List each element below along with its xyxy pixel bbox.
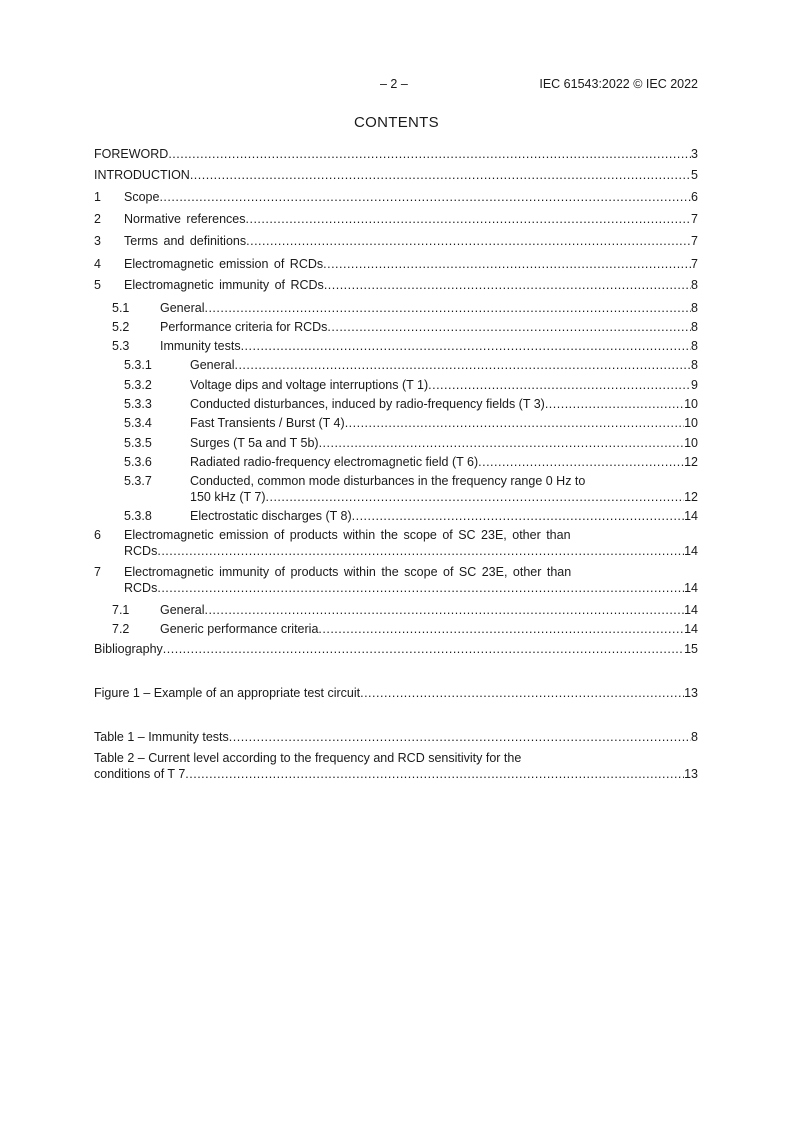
toc-entry-section-5[interactable] xyxy=(94,277,698,293)
toc-entry-section-5-3-1[interactable] xyxy=(94,357,698,373)
toc-page-number: 8 xyxy=(691,278,698,292)
toc-page-number: 7 xyxy=(691,234,698,248)
dot-leader xyxy=(204,602,684,618)
toc-entry-title: Conducted disturbances, induced by radio-frequency fields (T 3) xyxy=(190,397,545,411)
toc-entry-title: Electromagnetic emission of RCDs xyxy=(124,257,324,271)
toc-entry-title: 150 kHz (T 7) xyxy=(190,490,266,504)
toc-entry-title: Electromagnetic immunity of RCDs xyxy=(124,278,324,292)
toc-entry-section-5-1[interactable] xyxy=(94,300,698,316)
toc-page-number: 13 xyxy=(684,686,698,700)
toc-section-number: 5.3.7 xyxy=(124,474,152,488)
toc-section-number: 5.3.2 xyxy=(124,378,152,392)
toc-page-number: 14 xyxy=(684,544,698,558)
toc-entry-section-1[interactable] xyxy=(94,189,698,205)
toc-section-number: 5.3 xyxy=(112,339,130,353)
toc-page-number: 5 xyxy=(691,168,698,182)
toc-page-number: 14 xyxy=(684,509,698,523)
toc-entry-section-5-3-3[interactable] xyxy=(94,396,698,412)
toc-entry-title: Performance criteria for RCDs xyxy=(160,320,328,334)
toc-section-number: 5.3.3 xyxy=(124,397,152,411)
toc-entry-section-7-1[interactable] xyxy=(94,602,698,618)
toc-page-number: 8 xyxy=(691,339,698,353)
toc-page-number: 8 xyxy=(691,730,698,744)
toc-page-number: 12 xyxy=(684,455,698,469)
dot-leader xyxy=(324,277,691,293)
toc-entry-section-5-3-2[interactable] xyxy=(94,377,698,393)
dot-leader xyxy=(157,543,684,559)
toc-entry-title: conditions of T 7 xyxy=(94,767,186,781)
dot-leader xyxy=(163,641,684,657)
dot-leader xyxy=(327,319,691,335)
toc-section-number: 5.2 xyxy=(112,320,130,334)
toc-section-number: 5.1 xyxy=(112,301,130,315)
dot-leader xyxy=(185,766,684,782)
toc-page-number: 14 xyxy=(684,603,698,617)
toc-page-number: 8 xyxy=(691,358,698,372)
toc-page-number: 15 xyxy=(684,642,698,656)
toc-section-number: 5.3.6 xyxy=(124,455,152,469)
toc-section-number: 3 xyxy=(94,234,101,248)
dot-leader xyxy=(157,580,684,596)
dot-leader xyxy=(323,256,691,272)
dot-leader xyxy=(246,233,691,249)
toc-entry-section-3[interactable] xyxy=(94,233,698,249)
toc-entry-title: Electrostatic discharges (T 8) xyxy=(190,509,352,523)
dot-leader xyxy=(360,685,684,701)
page-number: – 2 – xyxy=(380,77,408,91)
toc-section-number: 5.3.5 xyxy=(124,436,152,450)
toc-entry-section-6[interactable] xyxy=(94,527,698,559)
toc-page-number: 13 xyxy=(684,767,698,781)
dot-leader xyxy=(234,357,691,373)
toc-entry-title-line1: Electromagnetic immunity of products within the scope of SC 23E, other than xyxy=(124,565,572,579)
toc-entry-section-5-3-6[interactable] xyxy=(94,454,698,470)
dot-leader xyxy=(319,435,685,451)
toc-section-number: 7.2 xyxy=(112,622,130,636)
dot-leader xyxy=(545,396,684,412)
toc-section-number: 7 xyxy=(94,565,101,579)
toc-page-number: 9 xyxy=(691,378,698,392)
toc-entry-title: Bibliography xyxy=(94,642,163,656)
toc-page-number: 7 xyxy=(691,212,698,226)
toc-entry-title: Table 1 – Immunity tests xyxy=(94,730,229,744)
toc-entry-section-4[interactable] xyxy=(94,256,698,272)
toc-entry-title: Scope xyxy=(124,190,160,204)
toc-section-number: 2 xyxy=(94,212,101,226)
toc-entry-title: Radiated radio-frequency electromagnetic field (T 6) xyxy=(190,455,479,469)
dot-leader xyxy=(190,167,691,183)
toc-page-number: 14 xyxy=(684,622,698,636)
dot-leader xyxy=(159,189,691,205)
toc-entry-section-5-3-5[interactable] xyxy=(94,435,698,451)
toc-entry-title-line1: Electromagnetic emission of products within the scope of SC 23E, other than xyxy=(124,528,571,542)
dot-leader xyxy=(266,489,685,505)
toc-entry-title: General xyxy=(160,301,205,315)
toc-entry-figure-1[interactable] xyxy=(94,685,698,701)
toc-entry-title: Figure 1 – Example of an appropriate test circuit xyxy=(94,686,361,700)
toc-entry-section-5-3-7[interactable] xyxy=(94,473,698,505)
toc-entry-section-5-3[interactable] xyxy=(94,338,698,354)
toc-entry-bibliography[interactable] xyxy=(94,641,698,657)
toc-page-number: 12 xyxy=(684,490,698,504)
toc-entry-title-line1: Table 2 – Current level according to the frequency and RCD sensitivity for the xyxy=(94,751,522,765)
toc-entry-title: Generic performance criteria xyxy=(160,622,319,636)
toc-page-number: 14 xyxy=(684,581,698,595)
dot-leader xyxy=(428,377,691,393)
toc-section-number: 1 xyxy=(94,190,101,204)
dot-leader xyxy=(246,211,692,227)
dot-leader xyxy=(204,300,691,316)
toc-entry-title: FOREWORD xyxy=(94,147,169,161)
toc-section-number: 6 xyxy=(94,528,101,542)
toc-section-number: 7.1 xyxy=(112,603,130,617)
toc-section-number: 5 xyxy=(94,278,101,292)
toc-entry-foreword[interactable] xyxy=(94,146,698,162)
dot-leader xyxy=(352,508,684,524)
toc-entry-title: Terms and definitions xyxy=(124,234,247,248)
toc-page-number: 10 xyxy=(684,416,698,430)
document-id: IEC 61543:2022 © IEC 2022 xyxy=(539,77,698,91)
dot-leader xyxy=(478,454,684,470)
toc-page-number: 6 xyxy=(691,190,698,204)
dot-leader xyxy=(318,621,684,637)
toc-entry-title: General xyxy=(190,358,235,372)
toc-entry-title: RCDs xyxy=(124,544,158,558)
toc-section-number: 5.3.4 xyxy=(124,416,152,430)
toc-entry-title: Normative references xyxy=(124,212,246,226)
page-title: CONTENTS xyxy=(354,114,439,131)
toc-page-number: 7 xyxy=(691,257,698,271)
toc-section-number: 4 xyxy=(94,257,101,271)
toc-entry-table-2[interactable] xyxy=(94,750,698,782)
toc-entry-section-5-3-8[interactable] xyxy=(94,508,698,524)
toc-entry-title: Voltage dips and voltage interruptions (T 1) xyxy=(190,378,429,392)
toc-entry-table-1[interactable] xyxy=(94,729,698,745)
toc-page-number: 3 xyxy=(691,147,698,161)
toc-page-number: 10 xyxy=(684,397,698,411)
toc-section-number: 5.3.1 xyxy=(124,358,152,372)
toc-entry-title: Surges (T 5a and T 5b) xyxy=(190,436,319,450)
toc-entry-title: General xyxy=(160,603,205,617)
toc-entry-title: INTRODUCTION xyxy=(94,168,190,182)
dot-leader xyxy=(168,146,691,162)
toc-entry-section-2[interactable] xyxy=(94,211,698,227)
toc-entry-title: RCDs xyxy=(124,581,158,595)
toc-page-number: 10 xyxy=(684,436,698,450)
toc-page-number: 8 xyxy=(691,320,698,334)
toc-entry-title-line1: Conducted, common mode disturbances in the frequency range 0 Hz to xyxy=(190,474,586,488)
toc-entry-section-5-3-4[interactable] xyxy=(94,415,698,431)
toc-entry-section-7[interactable] xyxy=(94,564,698,596)
toc-entry-title: Immunity tests xyxy=(160,339,241,353)
toc-entry-section-5-2[interactable] xyxy=(94,319,698,335)
dot-leader xyxy=(241,338,691,354)
toc-entry-section-7-2[interactable] xyxy=(94,621,698,637)
dot-leader xyxy=(229,729,691,745)
toc-entry-title: Fast Transients / Burst (T 4) xyxy=(190,416,345,430)
toc-page-number: 8 xyxy=(691,301,698,315)
dot-leader xyxy=(345,415,684,431)
toc-entry-introduction[interactable] xyxy=(94,167,698,183)
toc-section-number: 5.3.8 xyxy=(124,509,152,523)
